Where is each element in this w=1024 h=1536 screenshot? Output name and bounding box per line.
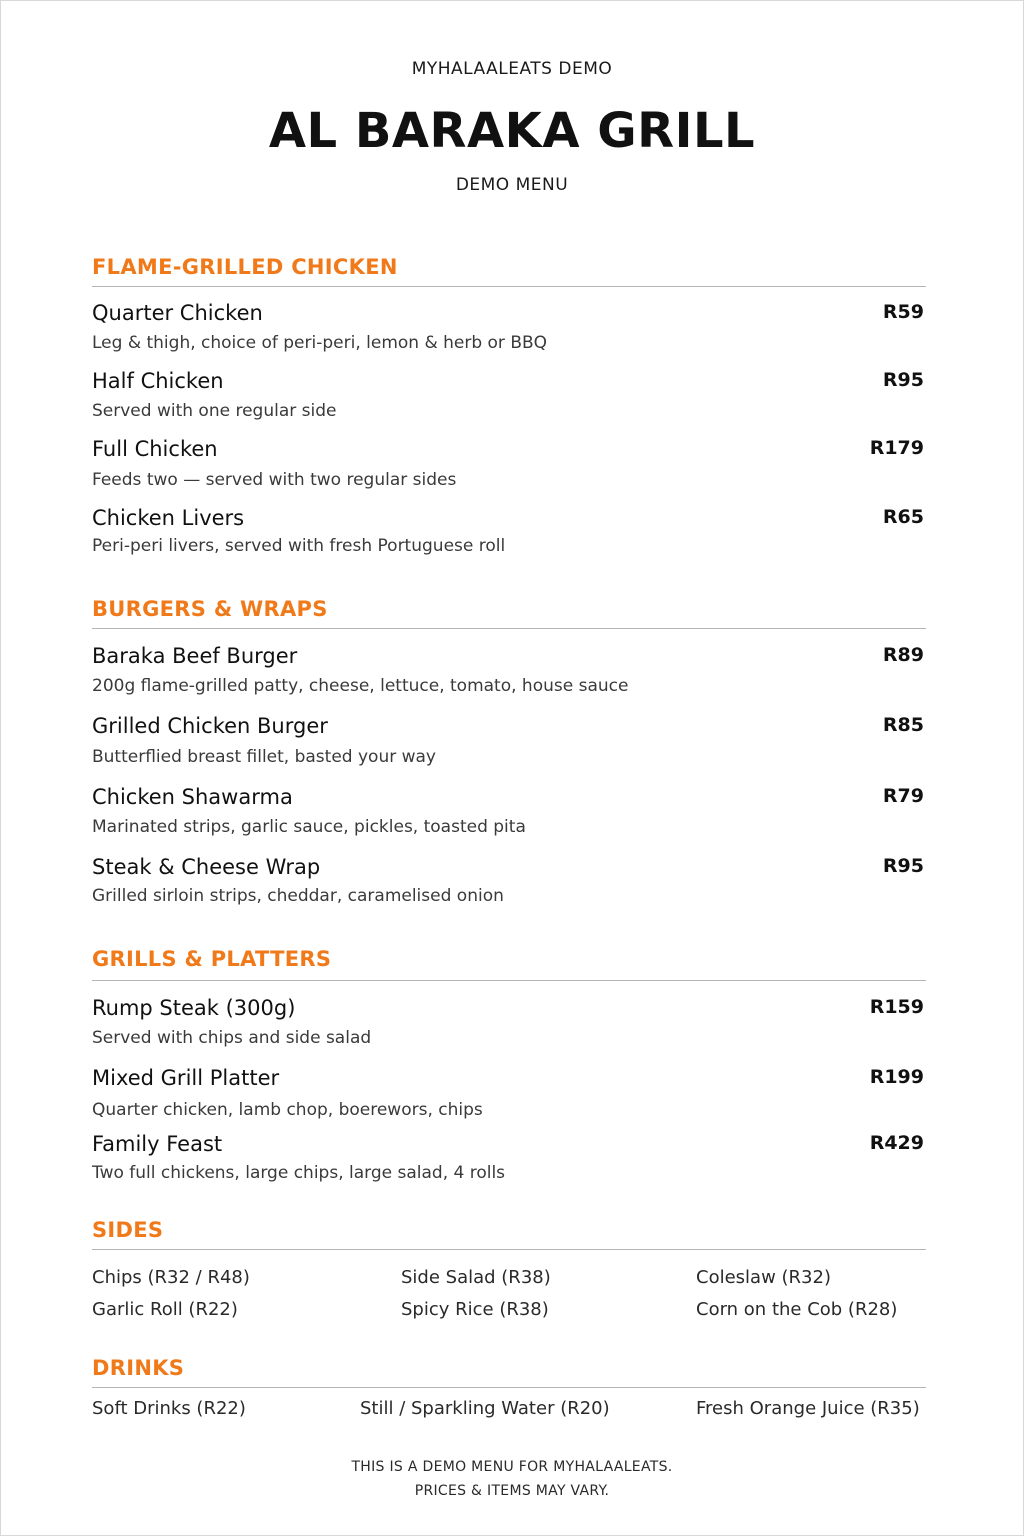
section-divider (92, 628, 926, 629)
item-description: Marinated strips, garlic sauce, pickles, toasted pita (92, 817, 526, 837)
section-divider (92, 286, 926, 287)
side-item: Spicy Rice (R38) (401, 1299, 549, 1320)
item-description: Quarter chicken, lamb chop, boerewors, chips (92, 1100, 483, 1120)
item-description: Feeds two — served with two regular sides (92, 470, 457, 490)
item-name: Grilled Chicken Burger (92, 714, 328, 738)
item-description: Served with chips and side salad (92, 1028, 372, 1048)
item-price: R79 (882, 785, 924, 807)
item-price: R159 (869, 996, 924, 1018)
side-item: Coleslaw (R32) (696, 1267, 831, 1288)
section-heading-drinks: DRINKS (92, 1356, 185, 1380)
item-price: R85 (882, 714, 924, 736)
item-name: Chicken Shawarma (92, 785, 293, 809)
item-name: Mixed Grill Platter (92, 1066, 280, 1090)
footer-disclaimer-line-1: THIS IS A DEMO MENU FOR MYHALAALEATS. (351, 1459, 673, 1475)
side-item: Corn on the Cob (R28) (696, 1299, 898, 1320)
drink-item: Fresh Orange Juice (R35) (696, 1398, 920, 1419)
item-price: R199 (869, 1066, 924, 1088)
item-description: Peri-peri livers, served with fresh Portuguese roll (92, 536, 506, 556)
menu-subtitle: DEMO MENU (455, 175, 569, 195)
side-item: Garlic Roll (R22) (92, 1299, 238, 1320)
item-price: R429 (869, 1132, 924, 1154)
side-item: Side Salad (R38) (401, 1267, 551, 1288)
item-price: R95 (882, 855, 924, 877)
restaurant-name: AL BARAKA GRILL (268, 103, 756, 159)
item-description: 200g flame-grilled patty, cheese, lettuce, tomato, house sauce (92, 676, 629, 696)
item-name: Quarter Chicken (92, 301, 263, 325)
side-item: Chips (R32 / R48) (92, 1267, 250, 1288)
item-price: R95 (882, 369, 924, 391)
item-name: Family Feast (92, 1132, 223, 1156)
drink-item: Still / Sparkling Water (R20) (360, 1398, 610, 1419)
item-price: R89 (882, 644, 924, 666)
drink-item: Soft Drinks (R22) (92, 1398, 246, 1419)
section-divider (92, 1249, 926, 1250)
footer-disclaimer-line-2: PRICES & ITEMS MAY VARY. (414, 1483, 610, 1499)
item-name: Rump Steak (300g) (92, 996, 296, 1020)
item-name: Full Chicken (92, 437, 218, 461)
item-name: Steak & Cheese Wrap (92, 855, 321, 879)
section-heading-burgers: BURGERS & WRAPS (92, 597, 328, 621)
item-price: R59 (882, 301, 924, 323)
item-description: Grilled sirloin strips, cheddar, caramelised onion (92, 886, 504, 906)
section-heading-grills: GRILLS & PLATTERS (92, 947, 332, 971)
item-price: R179 (869, 437, 924, 459)
item-description: Two full chickens, large chips, large salad, 4 rolls (92, 1163, 506, 1183)
item-description: Leg & thigh, choice of peri-peri, lemon & herb or BBQ (92, 333, 548, 353)
item-name: Baraka Beef Burger (92, 644, 298, 668)
item-name: Chicken Livers (92, 506, 245, 530)
section-divider (92, 1387, 926, 1388)
item-name: Half Chicken (92, 369, 224, 393)
brand-label: MYHALAALEATS DEMO (411, 59, 613, 79)
section-heading-sides: SIDES (92, 1218, 164, 1242)
item-description: Butterflied breast fillet, basted your way (92, 747, 436, 767)
section-divider (92, 980, 926, 981)
item-description: Served with one regular side (92, 401, 337, 421)
section-heading-chicken: FLAME-GRILLED CHICKEN (92, 255, 398, 279)
item-price: R65 (882, 506, 924, 528)
